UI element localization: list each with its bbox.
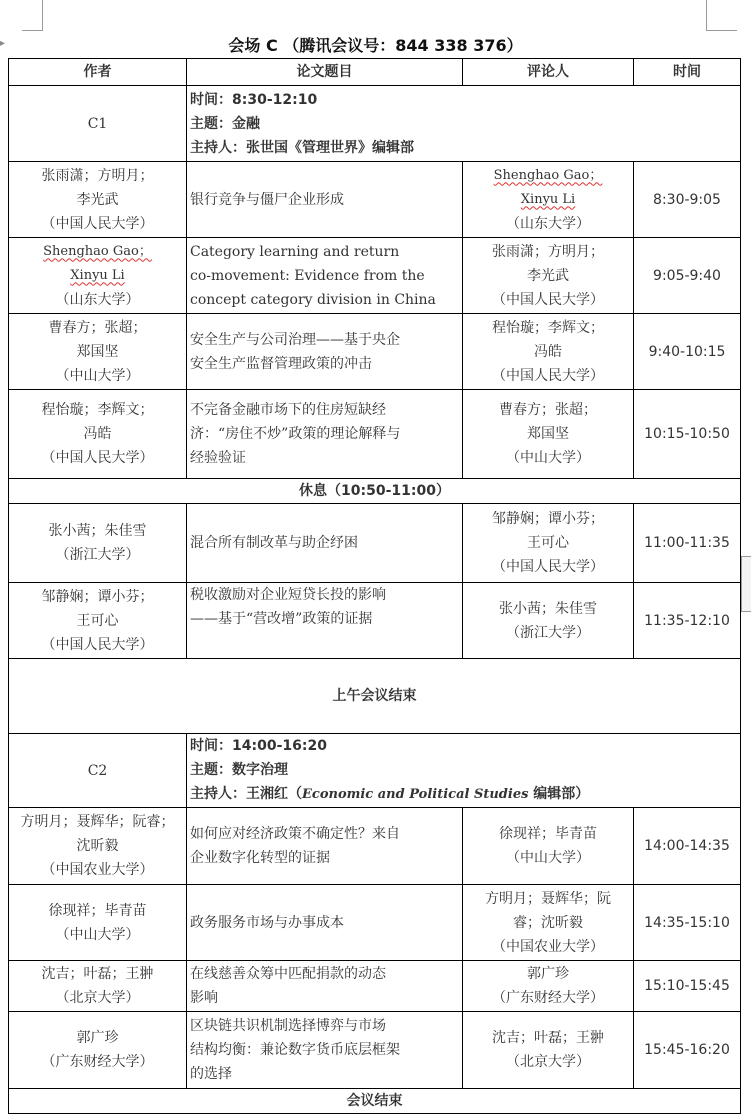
- session-theme: 主题：金融: [190, 115, 260, 132]
- time-cell: 10:15-10:50: [634, 390, 741, 479]
- paper-title-line: 不完备金融市场下的住房短缺经: [190, 402, 386, 418]
- affiliation-line: （中国农业大学）: [41, 862, 154, 878]
- discussant-line: Shenghao Gao；: [493, 167, 603, 183]
- affiliation-line: （中国人民大学）: [492, 291, 604, 308]
- meeting-end-label: 会议结束: [9, 1089, 741, 1114]
- affiliation-line: （中山大学）: [55, 926, 140, 943]
- paper-title-line: 区块链共识机制选择博弈与市场: [190, 1018, 386, 1034]
- time-cell: 9:40-10:15: [634, 314, 741, 390]
- affiliation-line: （中国人民大学）: [41, 636, 154, 653]
- author-cell: [9, 1012, 187, 1089]
- table-row: [9, 504, 741, 583]
- author-cell: [9, 583, 187, 659]
- affiliation-line: （中山大学）: [506, 450, 590, 466]
- paper-title-cell: [187, 808, 463, 885]
- time-cell: 11:00-11:35: [634, 504, 741, 583]
- discussant-line: 沈吉；叶磊；王翀: [492, 1030, 604, 1046]
- paper-title-cell: [187, 314, 463, 390]
- table-row: [9, 390, 741, 479]
- meeting-end-row: [9, 1089, 741, 1114]
- paper-title-line: 税收激励对企业短贷长投的影响: [190, 587, 386, 603]
- paper-title-line: 安全生产监督管理政策的冲击: [190, 355, 372, 372]
- author-line: 冯皓: [83, 426, 112, 442]
- paper-title-line: 企业数字化转型的证据: [190, 850, 330, 866]
- header-paper: 论文题目: [187, 59, 463, 86]
- discussant-line: Xinyu Li: [520, 191, 576, 207]
- paper-title-line: 混合所有制改革与助企纾困: [190, 535, 358, 551]
- table-row: [9, 314, 741, 390]
- time-cell: 14:00-14:35: [634, 808, 741, 885]
- session-info-row: [9, 734, 741, 808]
- session-host: 主持人：张世国《管理世界》编辑部: [190, 139, 414, 156]
- affiliation-line: （山东大学）: [506, 215, 590, 232]
- session-time: 时间：8:30-12:10: [190, 91, 318, 108]
- author-line: 郑国坚: [76, 343, 119, 360]
- discussant-cell: [463, 885, 634, 961]
- paper-title-cell: [187, 504, 463, 583]
- discussant-line: 张雨潇；方明月；: [492, 243, 604, 260]
- discussant-cell: [463, 583, 634, 659]
- page-corner-mark-right: [706, 0, 737, 31]
- paper-title-cell: [187, 390, 463, 479]
- author-line: 沈昕毅: [76, 838, 119, 854]
- discussant-line: 曹春方；张超；: [499, 402, 597, 418]
- paper-title-cell: [187, 583, 463, 659]
- morning-end-label: 上午会议结束: [9, 659, 741, 734]
- session-host-suffix: 编辑部）: [528, 786, 590, 802]
- time-cell: 9:05-9:40: [634, 238, 741, 314]
- session-info-row: [9, 86, 741, 162]
- table-row: [9, 162, 741, 238]
- paper-title-line: 济：“房住不炒”政策的理论解释与: [190, 426, 401, 442]
- session-id: C2: [9, 734, 187, 808]
- scroll-edge-tab[interactable]: [741, 556, 751, 612]
- author-line: 邹静娴；谭小芬；: [41, 588, 154, 605]
- time-cell: 11:35-12:10: [634, 583, 741, 659]
- author-line: 王可心: [76, 612, 119, 629]
- discussant-cell: [463, 162, 634, 238]
- session-details: [187, 734, 741, 808]
- table-row: [9, 961, 741, 1012]
- discussant-cell: [463, 808, 634, 885]
- discussant-line: 郑国坚: [527, 426, 569, 442]
- affiliation-line: （浙江大学）: [506, 624, 590, 641]
- affiliation-line: （中山大学）: [55, 367, 140, 384]
- session-time: 时间：14:00-16:20: [190, 738, 327, 754]
- affiliation-line: （广东财经大学）: [492, 990, 604, 1006]
- discussant-line: 徐现祥；毕青苗: [499, 826, 597, 842]
- discussant-cell: [463, 1012, 634, 1089]
- header-discussant: 评论人: [463, 59, 634, 86]
- session-host-prefix: 主持人：王湘红（: [190, 786, 302, 802]
- session-id: C1: [9, 86, 187, 162]
- affiliation-line: （浙江大学）: [55, 547, 140, 563]
- paper-title-line: concept category division in China: [190, 291, 436, 308]
- time-cell: 14:35-15:10: [634, 885, 741, 961]
- paper-title-line: 在线慈善众筹中匹配捐款的动态: [190, 966, 386, 982]
- break-row: [9, 479, 741, 504]
- discussant-cell: [463, 314, 634, 390]
- paper-title-line: 结构均衡：兼论数字货币底层框架: [190, 1042, 400, 1058]
- author-cell: [9, 885, 187, 961]
- table-row: [9, 238, 741, 314]
- author-line: Xinyu Li: [70, 267, 125, 283]
- paper-title-cell: [187, 885, 463, 961]
- morning-end-row: [9, 659, 741, 734]
- discussant-line: 邹静娴；谭小芬；: [492, 511, 604, 527]
- author-line: 李光武: [76, 191, 119, 208]
- author-line: 徐现祥；毕青苗: [48, 902, 147, 919]
- header-author: 作者: [9, 59, 187, 86]
- author-cell: [9, 504, 187, 583]
- discussant-cell: [463, 961, 634, 1012]
- page-corner-mark-left: [22, 0, 43, 31]
- paragraph-anchor-icon: ▸: [0, 38, 6, 49]
- time-cell: 8:30-9:05: [634, 162, 741, 238]
- author-cell: [9, 390, 187, 479]
- affiliation-line: （中国人民大学）: [41, 215, 154, 232]
- discussant-line: 方明月；聂辉华；阮: [485, 890, 611, 907]
- affiliation-line: （中山大学）: [506, 850, 590, 866]
- discussant-cell: [463, 238, 634, 314]
- discussant-line: 李光武: [527, 267, 569, 284]
- author-line: Shenghao Gao；: [43, 243, 152, 259]
- affiliation-line: （中国人民大学）: [492, 559, 604, 575]
- paper-title-line: 安全生产与公司治理——基于央企: [190, 331, 400, 348]
- affiliation-line: （北京大学）: [506, 1054, 590, 1070]
- paper-title-line: 的选择: [190, 1066, 232, 1082]
- discussant-cell: [463, 390, 634, 479]
- paper-title-line: ——基于“营改增”政策的证据: [190, 611, 373, 627]
- discussant-cell: [463, 504, 634, 583]
- time-cell: 15:45-16:20: [634, 1012, 741, 1089]
- venue-title: 会场 C （腾讯会议号：844 338 376）: [228, 36, 523, 55]
- table-row: [9, 808, 741, 885]
- author-line: 曹春方；张超；: [48, 319, 147, 336]
- table-row: [9, 1012, 741, 1089]
- author-cell: [9, 808, 187, 885]
- affiliation-line: （广东财经大学）: [41, 1054, 154, 1070]
- affiliation-line: （中国农业大学）: [492, 938, 604, 955]
- header-time: 时间: [634, 59, 741, 86]
- author-cell: [9, 238, 187, 314]
- table-row: [9, 885, 741, 961]
- affiliation-line: （中国人民大学）: [492, 367, 604, 384]
- session-host: [190, 782, 737, 807]
- discussant-line: 冯皓: [534, 343, 562, 360]
- author-cell: [9, 162, 187, 238]
- affiliation-line: （山东大学）: [55, 291, 140, 308]
- paper-title-line: 银行竞争与僵尸企业形成: [190, 191, 344, 208]
- author-line: 程怡璇；李辉文；: [41, 402, 154, 418]
- author-cell: [9, 314, 187, 390]
- author-line: 张雨潇；方明月；: [41, 167, 154, 184]
- discussant-line: 郭广珍: [527, 966, 569, 982]
- paper-title-cell: [187, 961, 463, 1012]
- paper-title-line: 如何应对经济政策不确定性？来自: [190, 826, 400, 842]
- paper-title-cell: [187, 162, 463, 238]
- paper-title-cell: [187, 1012, 463, 1089]
- author-line: 郭广珍: [76, 1030, 119, 1046]
- author-cell: [9, 961, 187, 1012]
- author-line: 方明月；聂辉华；阮睿；: [20, 814, 175, 830]
- author-line: 沈吉；叶磊；王翀: [41, 966, 154, 982]
- discussant-line: 程怡璇；李辉文；: [492, 319, 604, 336]
- session-details: [187, 86, 741, 162]
- paper-title-line: Category learning and return: [190, 243, 400, 260]
- schedule-table: [8, 58, 741, 1114]
- paper-title-cell: [187, 238, 463, 314]
- affiliation-line: （中国人民大学）: [41, 450, 154, 466]
- affiliation-line: （北京大学）: [55, 990, 140, 1006]
- header-row: [9, 59, 741, 86]
- journal-name: Economic and Political Studies: [302, 787, 529, 802]
- paper-title-line: co-movement: Evidence from the: [190, 267, 425, 284]
- paper-title-line: 政务服务市场与办事成本: [190, 914, 344, 931]
- time-cell: 15:10-15:45: [634, 961, 741, 1012]
- author-line: 张小茜；朱佳雪: [48, 523, 147, 539]
- table-row: [9, 583, 741, 659]
- paper-title-line: 经验验证: [190, 450, 246, 466]
- discussant-line: 张小茜；朱佳雪: [499, 600, 597, 617]
- break-label: 休息（10:50-11:00）: [9, 479, 741, 504]
- discussant-line: 睿；沈昕毅: [513, 914, 583, 931]
- discussant-line: 王可心: [527, 535, 569, 551]
- session-theme: 主题：数字治理: [190, 762, 288, 778]
- paper-title-line: 影响: [190, 990, 218, 1006]
